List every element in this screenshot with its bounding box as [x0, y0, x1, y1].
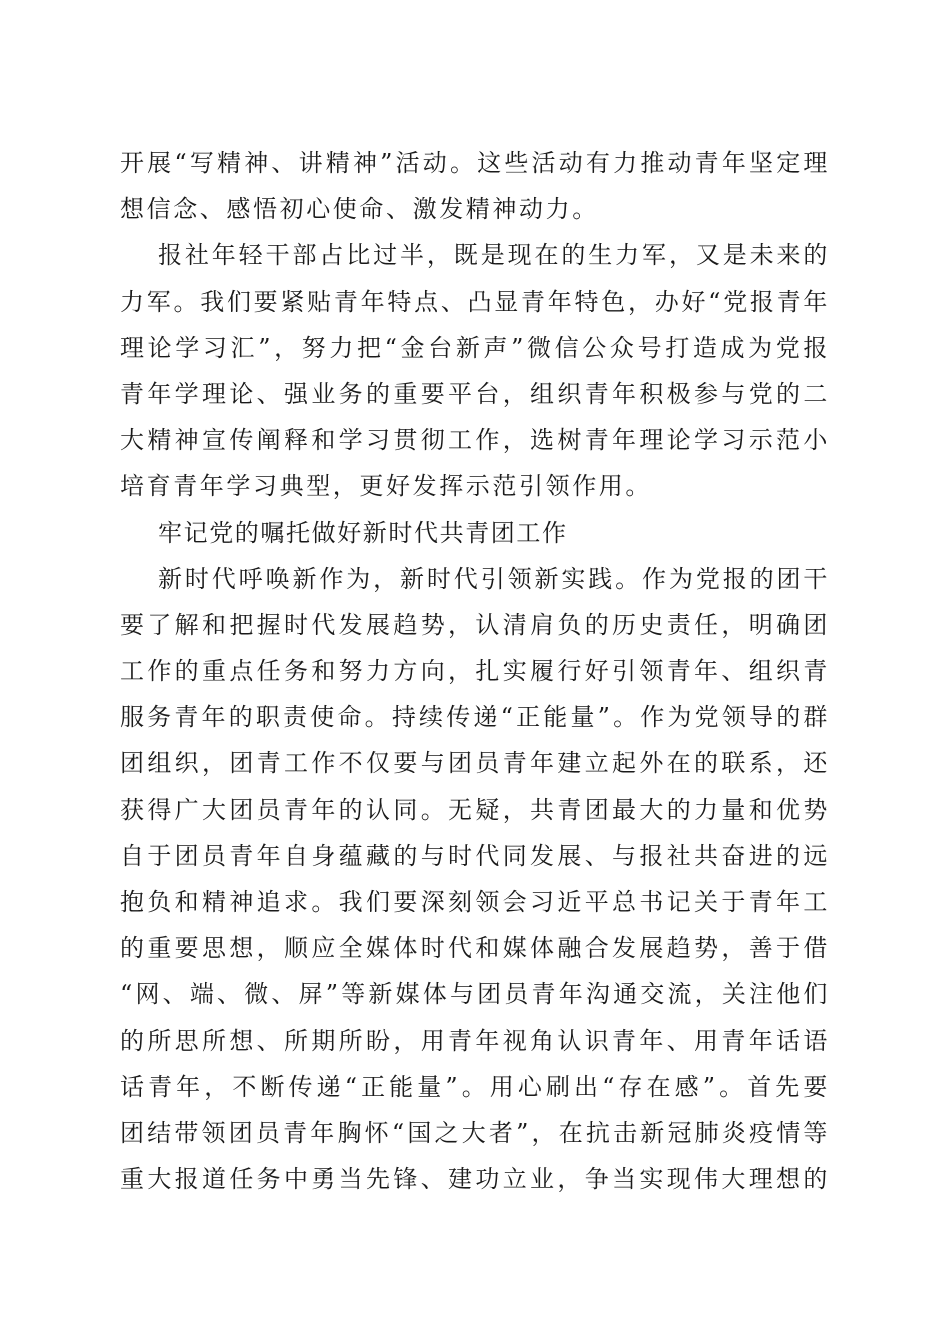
text-line: 的重要思想，顺应全媒体时代和媒体融合发展趋势，善于借: [120, 934, 830, 963]
text-line: 培育青年学习典型，更好发挥示范引领作用。: [120, 472, 652, 501]
text-line: 要了解和把握时代发展趋势，认清肩负的历史责任，明确团: [120, 610, 830, 639]
text-line: 工作的重点任务和努力方向，扎实履行好引领青年、组织青: [120, 657, 830, 686]
text-line: 服务青年的职责使命。持续传递“正能量”。作为党领导的群: [120, 703, 830, 732]
text-line: 获得广大团员青年的认同。无疑，共青团最大的力量和优势: [120, 795, 830, 824]
body-text: [120, 140, 830, 1202]
section-heading: 牢记党的嘱托做好新时代共青团工作: [158, 518, 568, 547]
text-line: 理论学习汇”，努力把“金台新声”微信公众号打造成为党报: [120, 333, 830, 362]
text-line: 开展“写精神、讲精神”活动。这些活动有力推动青年坚定理: [120, 149, 830, 177]
text-line: 团结带领团员青年胸怀“国之大者”，在抗击新冠肺炎疫情等: [120, 1118, 830, 1147]
text-line: 团组织，团青工作不仅要与团员青年建立起外在的联系，还: [120, 749, 830, 778]
text-line: 想信念、感悟初心使命、激发精神动力。: [120, 195, 599, 224]
text-line: 力军。我们要紧贴青年特点、凸显青年特色，办好“党报青年: [120, 287, 830, 316]
text-line: “网、端、微、屏”等新媒体与团员青年沟通交流，关注他们: [120, 980, 830, 1009]
text-line: 重大报道任务中勇当先锋、建功立业，争当实现伟大理想的: [120, 1165, 830, 1194]
text-line: 青年学理论、强业务的重要平台，组织青年积极参与党的二: [120, 379, 830, 408]
paragraph-start-line: 新时代呼唤新作为，新时代引领新实践。作为党报的团干: [158, 564, 830, 593]
text-line: 抱负和精神追求。我们要深刻领会习近平总书记关于青年工: [120, 888, 830, 916]
text-line: 大精神宣传阐释和学习贯彻工作，选树青年理论学习示范小: [120, 426, 830, 455]
text-line: 自于团员青年自身蕴藏的与时代同发展、与报社共奋进的远: [120, 841, 830, 870]
paragraph-start-line: 报社年轻干部占比过半，既是现在的生力军，又是未来的: [158, 241, 830, 270]
text-line: 的所思所想、所期所盼，用青年视角认识青年、用青年话语: [120, 1026, 830, 1055]
text-line: 话青年，不断传递“正能量”。用心刷出“存在感”。首先要: [120, 1072, 830, 1101]
